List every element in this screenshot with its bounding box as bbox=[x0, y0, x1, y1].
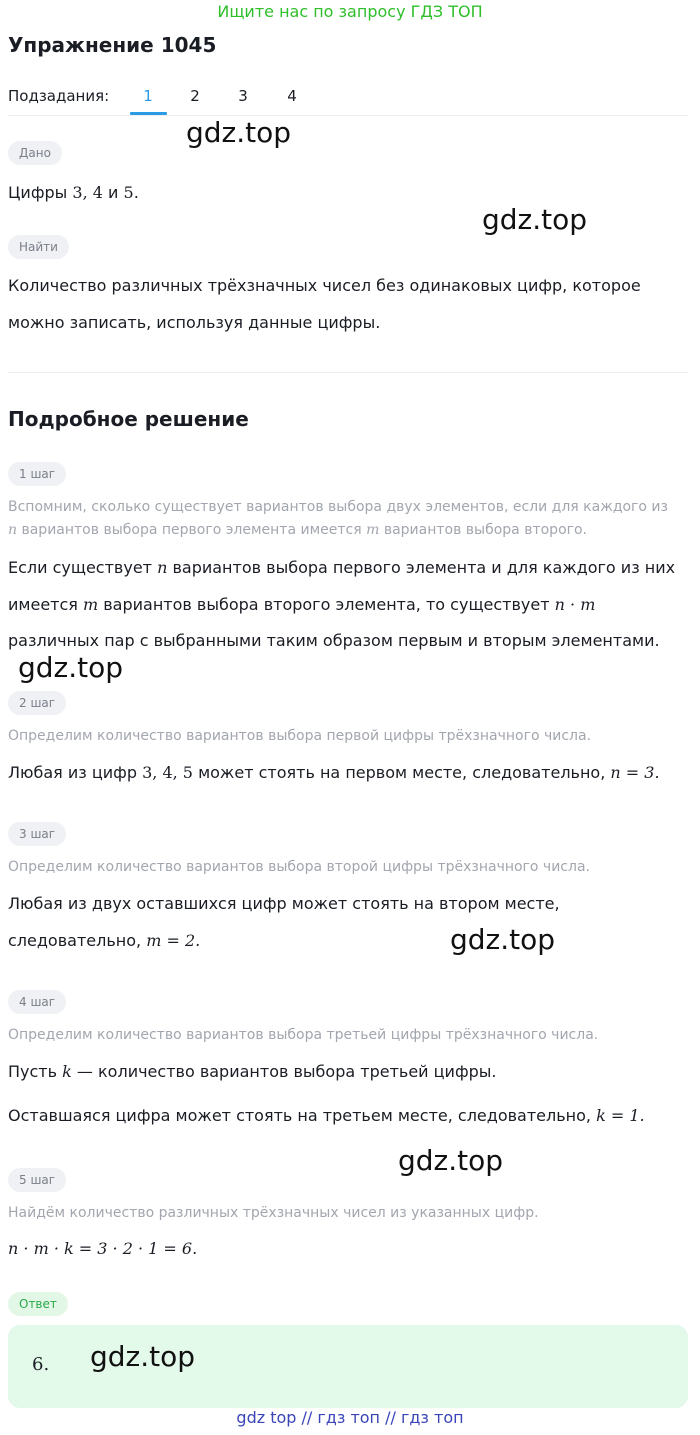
step-3-line-1: Любая из двух оставшихся цифр может стоять на втором месте, bbox=[8, 894, 560, 913]
tab-subtask-1[interactable]: 1 bbox=[143, 87, 153, 105]
var-m: m bbox=[82, 595, 99, 614]
step-3-pill: 3 шаг bbox=[8, 822, 66, 846]
var-n: n bbox=[8, 522, 18, 538]
var-m: m bbox=[366, 522, 380, 538]
step-1-line-1-post: вариантов выбора первого элемента и для каждого из них bbox=[167, 558, 676, 577]
formula-n-equals-3: n = 3. bbox=[610, 763, 660, 782]
formula-n-times-m: n · m bbox=[554, 595, 596, 614]
step-2-hint: Определим количество вариантов выбора первой цифры трёхзначного числа. bbox=[8, 728, 592, 744]
given-dot: . bbox=[133, 183, 139, 202]
var-k: k bbox=[62, 1062, 72, 1081]
tabs-divider bbox=[8, 115, 688, 116]
footer-links: gdz top // гдз топ // гдз топ bbox=[236, 1408, 464, 1427]
step-4-line-2 bbox=[8, 1097, 690, 1134]
watermark: gdz.top bbox=[18, 651, 124, 684]
step-2-pill: 2 шаг bbox=[8, 691, 66, 715]
step-4-line-1 bbox=[8, 1053, 690, 1090]
step-3-hint: Определим количество вариантов выбора второй цифры трёхзначного числа. bbox=[8, 859, 590, 875]
step-1-hint-end: вариантов выбора второго. bbox=[379, 522, 588, 538]
step-1-hint-line-1: Вспомним, сколько существует вариантов выбора двух элементов, если для каждого из bbox=[8, 499, 668, 515]
solution-title: Подробное решение bbox=[8, 407, 249, 431]
given-pill: Дано bbox=[8, 141, 62, 165]
find-pill: Найти bbox=[8, 235, 69, 259]
step-1-hint-line-2 bbox=[8, 519, 690, 542]
step-1-line-1-pre: Если существует bbox=[8, 558, 158, 577]
step-4-hint: Определим количество вариантов выбора третьей цифры трёхзначного числа. bbox=[8, 1027, 599, 1043]
given-prefix: Цифры bbox=[8, 183, 73, 202]
step-3-line-2 bbox=[8, 922, 690, 959]
step-1-line-2-pre: имеется bbox=[8, 595, 83, 614]
section-divider bbox=[8, 372, 688, 373]
formula-m-equals-2: m = 2. bbox=[146, 931, 201, 950]
step-2-mid: может стоять на первом месте, следовательно, bbox=[192, 763, 611, 782]
promo-banner: Ищите нас по запросу ГДЗ ТОП bbox=[217, 2, 483, 21]
step-1-hint-mid: вариантов выбора первого элемента имеется bbox=[17, 522, 367, 538]
step-4-line-2-pre: Оставшаяся цифра может стоять на третьем месте, следовательно, bbox=[8, 1106, 597, 1125]
page-title: Упражнение 1045 bbox=[8, 33, 217, 57]
step-4-pill: 4 шаг bbox=[8, 990, 66, 1014]
given-comma: , bbox=[82, 183, 88, 202]
watermark: gdz.top bbox=[482, 203, 588, 236]
tab-subtask-2[interactable]: 2 bbox=[190, 87, 200, 105]
step-2-digits: 3, 4, 5 bbox=[142, 763, 193, 782]
given-digit-2: 4 bbox=[92, 183, 103, 202]
step-3-line-2-pre: следовательно, bbox=[8, 931, 147, 950]
tab-subtask-3[interactable]: 3 bbox=[238, 87, 248, 105]
watermark: gdz.top bbox=[90, 1340, 196, 1373]
find-line-1: Количество различных трёхзначных чисел без одинаковых цифр, которое bbox=[8, 276, 641, 295]
find-line-2: можно записать, используя данные цифры. bbox=[8, 313, 381, 332]
step-5-hint: Найдём количество различных трёхзначных чисел из указанных цифр. bbox=[8, 1205, 539, 1221]
answer-value: 6. bbox=[32, 1354, 50, 1375]
watermark: gdz.top bbox=[186, 116, 292, 149]
subtasks-label: Подзадания: bbox=[8, 87, 110, 105]
step-4-line-1-pre: Пусть bbox=[8, 1062, 63, 1081]
step-1-pill: 1 шаг bbox=[8, 462, 66, 486]
step-5-formula: n · m · k = 3 · 2 · 1 = 6. bbox=[8, 1239, 198, 1258]
step-1-line-1 bbox=[8, 549, 690, 586]
given-text bbox=[8, 174, 690, 211]
step-2-line bbox=[8, 754, 690, 791]
step-4-line-1-post: — количество вариантов выбора третьей цифры. bbox=[71, 1062, 497, 1081]
step-1-line-2 bbox=[8, 586, 690, 623]
watermark: gdz.top bbox=[398, 1144, 504, 1177]
formula-k-equals-1: k = 1. bbox=[596, 1106, 645, 1125]
step-2-pre: Любая из цифр bbox=[8, 763, 143, 782]
var-n: n bbox=[157, 558, 168, 577]
given-and: и bbox=[102, 183, 124, 202]
watermark: gdz.top bbox=[450, 923, 556, 956]
step-5-pill: 5 шаг bbox=[8, 1168, 66, 1192]
step-1-line-2-post: вариантов выбора второго элемента, то существует bbox=[98, 595, 555, 614]
step-1-line-3: различных пар с выбранными таким образом первым и вторым элементами. bbox=[8, 631, 660, 650]
given-digit-3: 5 bbox=[123, 183, 134, 202]
answer-pill: Ответ bbox=[8, 1292, 68, 1316]
given-digit-1: 3 bbox=[72, 183, 83, 202]
tab-subtask-4[interactable]: 4 bbox=[287, 87, 297, 105]
